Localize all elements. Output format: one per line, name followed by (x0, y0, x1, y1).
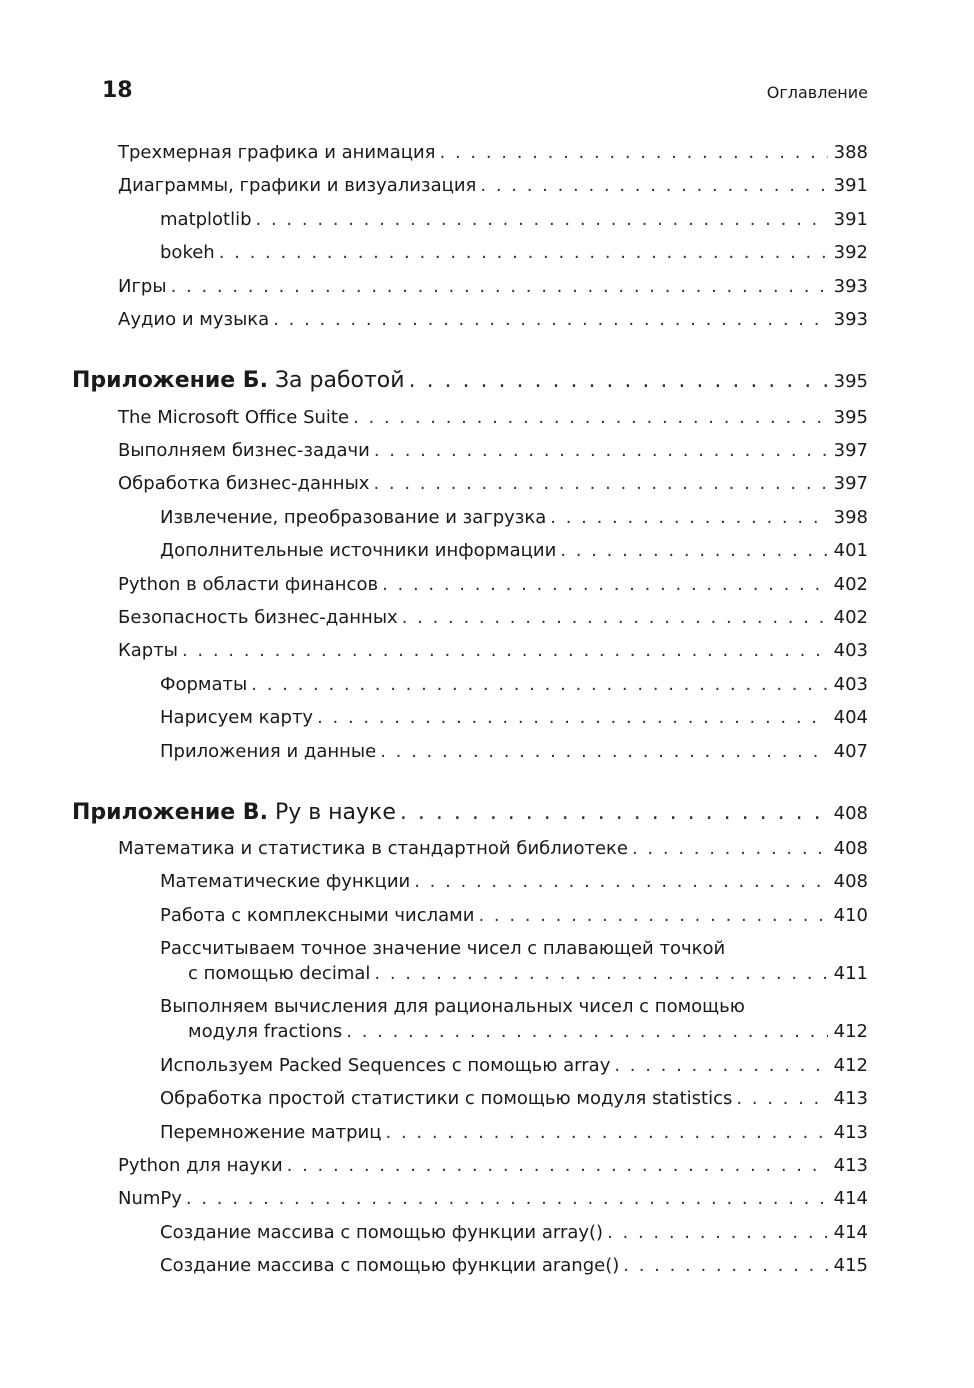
toc-entry[interactable] (72, 574, 868, 595)
toc-entry-label: Работа с комплексными числами (160, 905, 475, 926)
dot-leader (171, 276, 828, 297)
toc-entry[interactable] (72, 175, 868, 196)
toc-entry-page: 408 (833, 838, 868, 859)
toc-entry-page: 413 (833, 1122, 868, 1143)
dot-leader (219, 242, 828, 263)
dot-leader (409, 368, 828, 393)
dot-leader (480, 175, 828, 196)
toc-entry-label: Безопасность бизнес-данных (118, 607, 398, 628)
toc-entry[interactable] (72, 407, 868, 428)
dot-leader (614, 1055, 828, 1076)
toc-entry-page: 398 (833, 507, 868, 528)
toc-entry[interactable] (72, 640, 868, 661)
toc-entry-label: bokeh (160, 242, 215, 263)
toc-entry-page: 414 (833, 1222, 868, 1243)
toc-entry[interactable] (72, 838, 868, 859)
toc-entry-label-line1: Выполняем вычисления для рациональных чисел с помощью (160, 996, 745, 1017)
toc-entry-label: Математические функции (160, 871, 411, 892)
toc-entry-label: модуля fractions (188, 1021, 343, 1042)
dot-leader (374, 963, 828, 984)
toc-entry-label: Создание массива с помощью функции array() (160, 1222, 604, 1243)
running-head: Оглавление (766, 83, 868, 102)
toc-entry[interactable] (72, 1188, 868, 1209)
toc-entry-page: 413 (833, 1088, 868, 1109)
toc-entry[interactable] (72, 607, 868, 628)
toc-entry-label: с помощью decimal (188, 963, 371, 984)
toc-entry[interactable] (72, 963, 868, 984)
toc-entry-page: 403 (833, 640, 868, 661)
dot-leader (607, 1222, 828, 1243)
dot-leader (287, 1155, 828, 1176)
appendix-prefix: Приложение В. (72, 800, 268, 825)
toc-entry[interactable] (72, 1021, 868, 1042)
toc-entry-label: Извлечение, преобразование и загрузка (160, 507, 547, 528)
toc-entry[interactable] (72, 473, 868, 494)
toc-entry[interactable] (72, 741, 868, 762)
appendix-prefix: Приложение Б. (72, 368, 268, 393)
toc-entry-page: 412 (833, 1055, 868, 1076)
toc-entry-label: Приложения и данные (160, 741, 377, 762)
page-header (102, 78, 868, 108)
dot-leader (374, 440, 828, 461)
dot-leader (386, 1122, 829, 1143)
toc-entry[interactable] (72, 707, 868, 728)
toc-entry-label: Математика и статистика в стандартной библиотеке (118, 838, 628, 859)
dot-leader (353, 407, 828, 428)
toc-entry[interactable] (72, 142, 868, 163)
toc-entry-label: Форматы (160, 674, 248, 695)
toc-entry[interactable] (72, 1088, 868, 1109)
toc-entry-label: Перемножение матриц (160, 1122, 382, 1143)
appendix-v-heading[interactable] (72, 800, 868, 825)
toc-entry-page: 388 (833, 142, 868, 163)
dot-leader (550, 507, 828, 528)
toc-entry-page: 393 (833, 309, 868, 330)
toc-entry-label: Дополнительные источники информации (160, 540, 557, 561)
toc-entry[interactable] (72, 1155, 868, 1176)
toc-entry[interactable] (72, 1122, 868, 1143)
toc-entry-page: 413 (833, 1155, 868, 1176)
toc-entry-page: 402 (833, 574, 868, 595)
toc-entry-page: 393 (833, 276, 868, 297)
toc-entry-page: 412 (833, 1021, 868, 1042)
toc-entry-page: 408 (833, 871, 868, 892)
toc-entry[interactable] (72, 1222, 868, 1243)
toc-entry[interactable] (72, 905, 868, 926)
toc-entry-page: 397 (833, 440, 868, 461)
toc-entry-label: The Microsoft Office Suite (118, 407, 350, 428)
toc-entry[interactable] (72, 1055, 868, 1076)
toc-entry-page: 392 (833, 242, 868, 263)
toc-entry[interactable] (72, 674, 868, 695)
toc-entry[interactable] (72, 209, 868, 230)
toc-entry-page: 402 (833, 607, 868, 628)
toc-entry[interactable] (72, 276, 868, 297)
toc-entry-label: Трехмерная графика и анимация (118, 142, 436, 163)
toc-entry-page: 397 (833, 473, 868, 494)
toc-entry-page: 391 (833, 209, 868, 230)
toc-entry-label: Выполняем бизнес-задачи (118, 440, 370, 461)
dot-leader (373, 473, 828, 494)
toc-entry-label-line1: Рассчитываем точное значение чисел с плавающей точкой (160, 938, 726, 959)
dot-leader (400, 800, 828, 825)
toc-entry-page: 401 (833, 540, 868, 561)
dot-leader (346, 1021, 828, 1042)
toc-entry-page: 415 (833, 1255, 868, 1276)
appendix-b-heading[interactable] (72, 368, 868, 393)
toc-entry-page: 411 (833, 963, 868, 984)
toc-entry[interactable] (72, 540, 868, 561)
toc-entry-label: Используем Packed Sequences с помощью array (160, 1055, 611, 1076)
toc-entry-label: Создание массива с помощью функции arange() (160, 1255, 620, 1276)
dot-leader (632, 838, 828, 859)
toc-entry-label: NumPy (118, 1188, 182, 1209)
toc-entry-label: Обработка бизнес-данных (118, 473, 370, 494)
dot-leader (182, 640, 828, 661)
toc-entry-page: 403 (833, 674, 868, 695)
appendix-title: Py в науке (274, 800, 396, 825)
dot-leader (186, 1188, 828, 1209)
toc-entry[interactable] (72, 242, 868, 263)
toc-entry[interactable] (72, 507, 868, 528)
toc-entry-label: Игры (118, 276, 167, 297)
toc-entry-label: Нарисуем карту (160, 707, 314, 728)
toc-entry-page: 391 (833, 175, 868, 196)
toc-entry[interactable] (72, 871, 868, 892)
toc-entry-page: 407 (833, 741, 868, 762)
dot-leader (251, 674, 828, 695)
dot-leader (256, 209, 828, 230)
dot-leader (382, 574, 828, 595)
toc-entry-label: Аудио и музыка (118, 309, 270, 330)
dot-leader (736, 1088, 828, 1109)
toc-entry-label: Python в области финансов (118, 574, 379, 595)
dot-leader (623, 1255, 828, 1276)
dot-leader (273, 309, 828, 330)
dot-leader (414, 871, 828, 892)
toc-entry-label: Диаграммы, графики и визуализация (118, 175, 477, 196)
appendix-title: За работой (274, 368, 405, 393)
toc-entry-page: 404 (833, 707, 868, 728)
dot-leader (317, 707, 828, 728)
dot-leader (478, 905, 828, 926)
toc-entry[interactable] (72, 440, 868, 461)
dot-leader (560, 540, 828, 561)
toc-entry-page: 395 (833, 371, 868, 392)
dot-leader (380, 741, 828, 762)
toc-entry[interactable] (72, 1255, 868, 1276)
toc-entry-page: 410 (833, 905, 868, 926)
toc-entry-page: 395 (833, 407, 868, 428)
toc-entry-label: Карты (118, 640, 178, 661)
toc-entry[interactable] (72, 309, 868, 330)
toc-entry-page: 408 (833, 803, 868, 824)
toc-entry-label: Python для науки (118, 1155, 283, 1176)
dot-leader (440, 142, 828, 163)
dot-leader (402, 607, 828, 628)
toc-entry-label: Обработка простой статистики с помощью модуля statistics (160, 1088, 733, 1109)
page-number: 18 (102, 78, 133, 103)
toc-entry-label: matplotlib (160, 209, 252, 230)
toc-entry-page: 414 (833, 1188, 868, 1209)
